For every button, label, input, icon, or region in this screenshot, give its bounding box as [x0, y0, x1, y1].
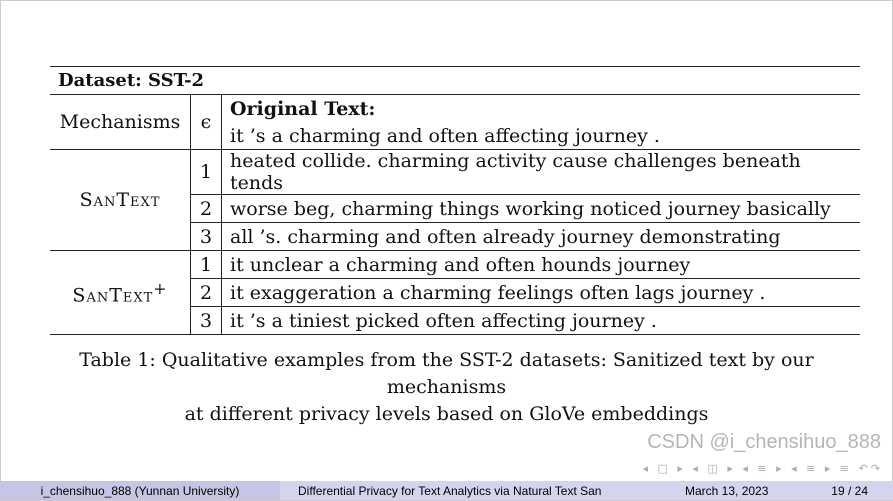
footer-title: Differential Privacy for Text Analytics via Natural Text San — [280, 481, 610, 500]
beamer-navigation-icons[interactable]: ◂ □ ▸ ◂ ◫ ▸ ◂ ≡ ▸ ◂ ≡ ▸ ≡ ↶↷ — [642, 462, 883, 475]
mechanism-sup: + — [153, 278, 168, 298]
mechanism-santext-plus — [50, 251, 191, 335]
caption-line: at different privacy levels based on GloVe embeddings — [184, 403, 709, 425]
text-cell: worse beg, charming things working noticed journey basically — [222, 195, 861, 223]
text-cell: all ’s. charming and often already journey demonstrating — [222, 223, 861, 251]
header-mechanisms: Mechanisms — [50, 95, 191, 150]
eps-cell: 3 — [191, 223, 222, 251]
watermark: CSDN @i_chensihuo_888 — [647, 431, 881, 453]
text-cell: heated collide. charming activity cause challenges beneath tends — [222, 150, 861, 195]
text-cell: it ’s a tiniest picked often affecting journey . — [222, 307, 861, 335]
dataset-label: Dataset: SST-2 — [50, 67, 860, 95]
header-epsilon: ϵ — [191, 95, 222, 150]
caption-line: Table 1: Qualitative examples from the SST-2 datasets: Sanitized text by our mechanisms — [79, 349, 814, 398]
eps-cell: 2 — [191, 195, 222, 223]
original-label: Original Text: — [230, 97, 376, 120]
eps-cell: 1 — [191, 150, 222, 195]
text-cell: it unclear a charming and often hounds journey — [222, 251, 861, 279]
footer — [0, 481, 893, 500]
text-cell: it exaggeration a charming feelings often lags journey . — [222, 279, 861, 307]
footer-date: March 13, 2023 — [685, 483, 769, 498]
eps-cell: 1 — [191, 251, 222, 279]
mechanism-santext: SanText — [50, 150, 191, 251]
page-number: 19 / 24 — [831, 483, 868, 498]
table-caption — [20, 347, 873, 428]
examples-table — [50, 66, 860, 335]
original-text: it ’s a charming and often affecting journey . — [222, 122, 861, 150]
mechanism-name: SanText — [72, 284, 154, 307]
footer-author: i_chensihuo_888 (Yunnan University) — [0, 481, 280, 500]
eps-cell: 2 — [191, 279, 222, 307]
eps-cell: 3 — [191, 307, 222, 335]
